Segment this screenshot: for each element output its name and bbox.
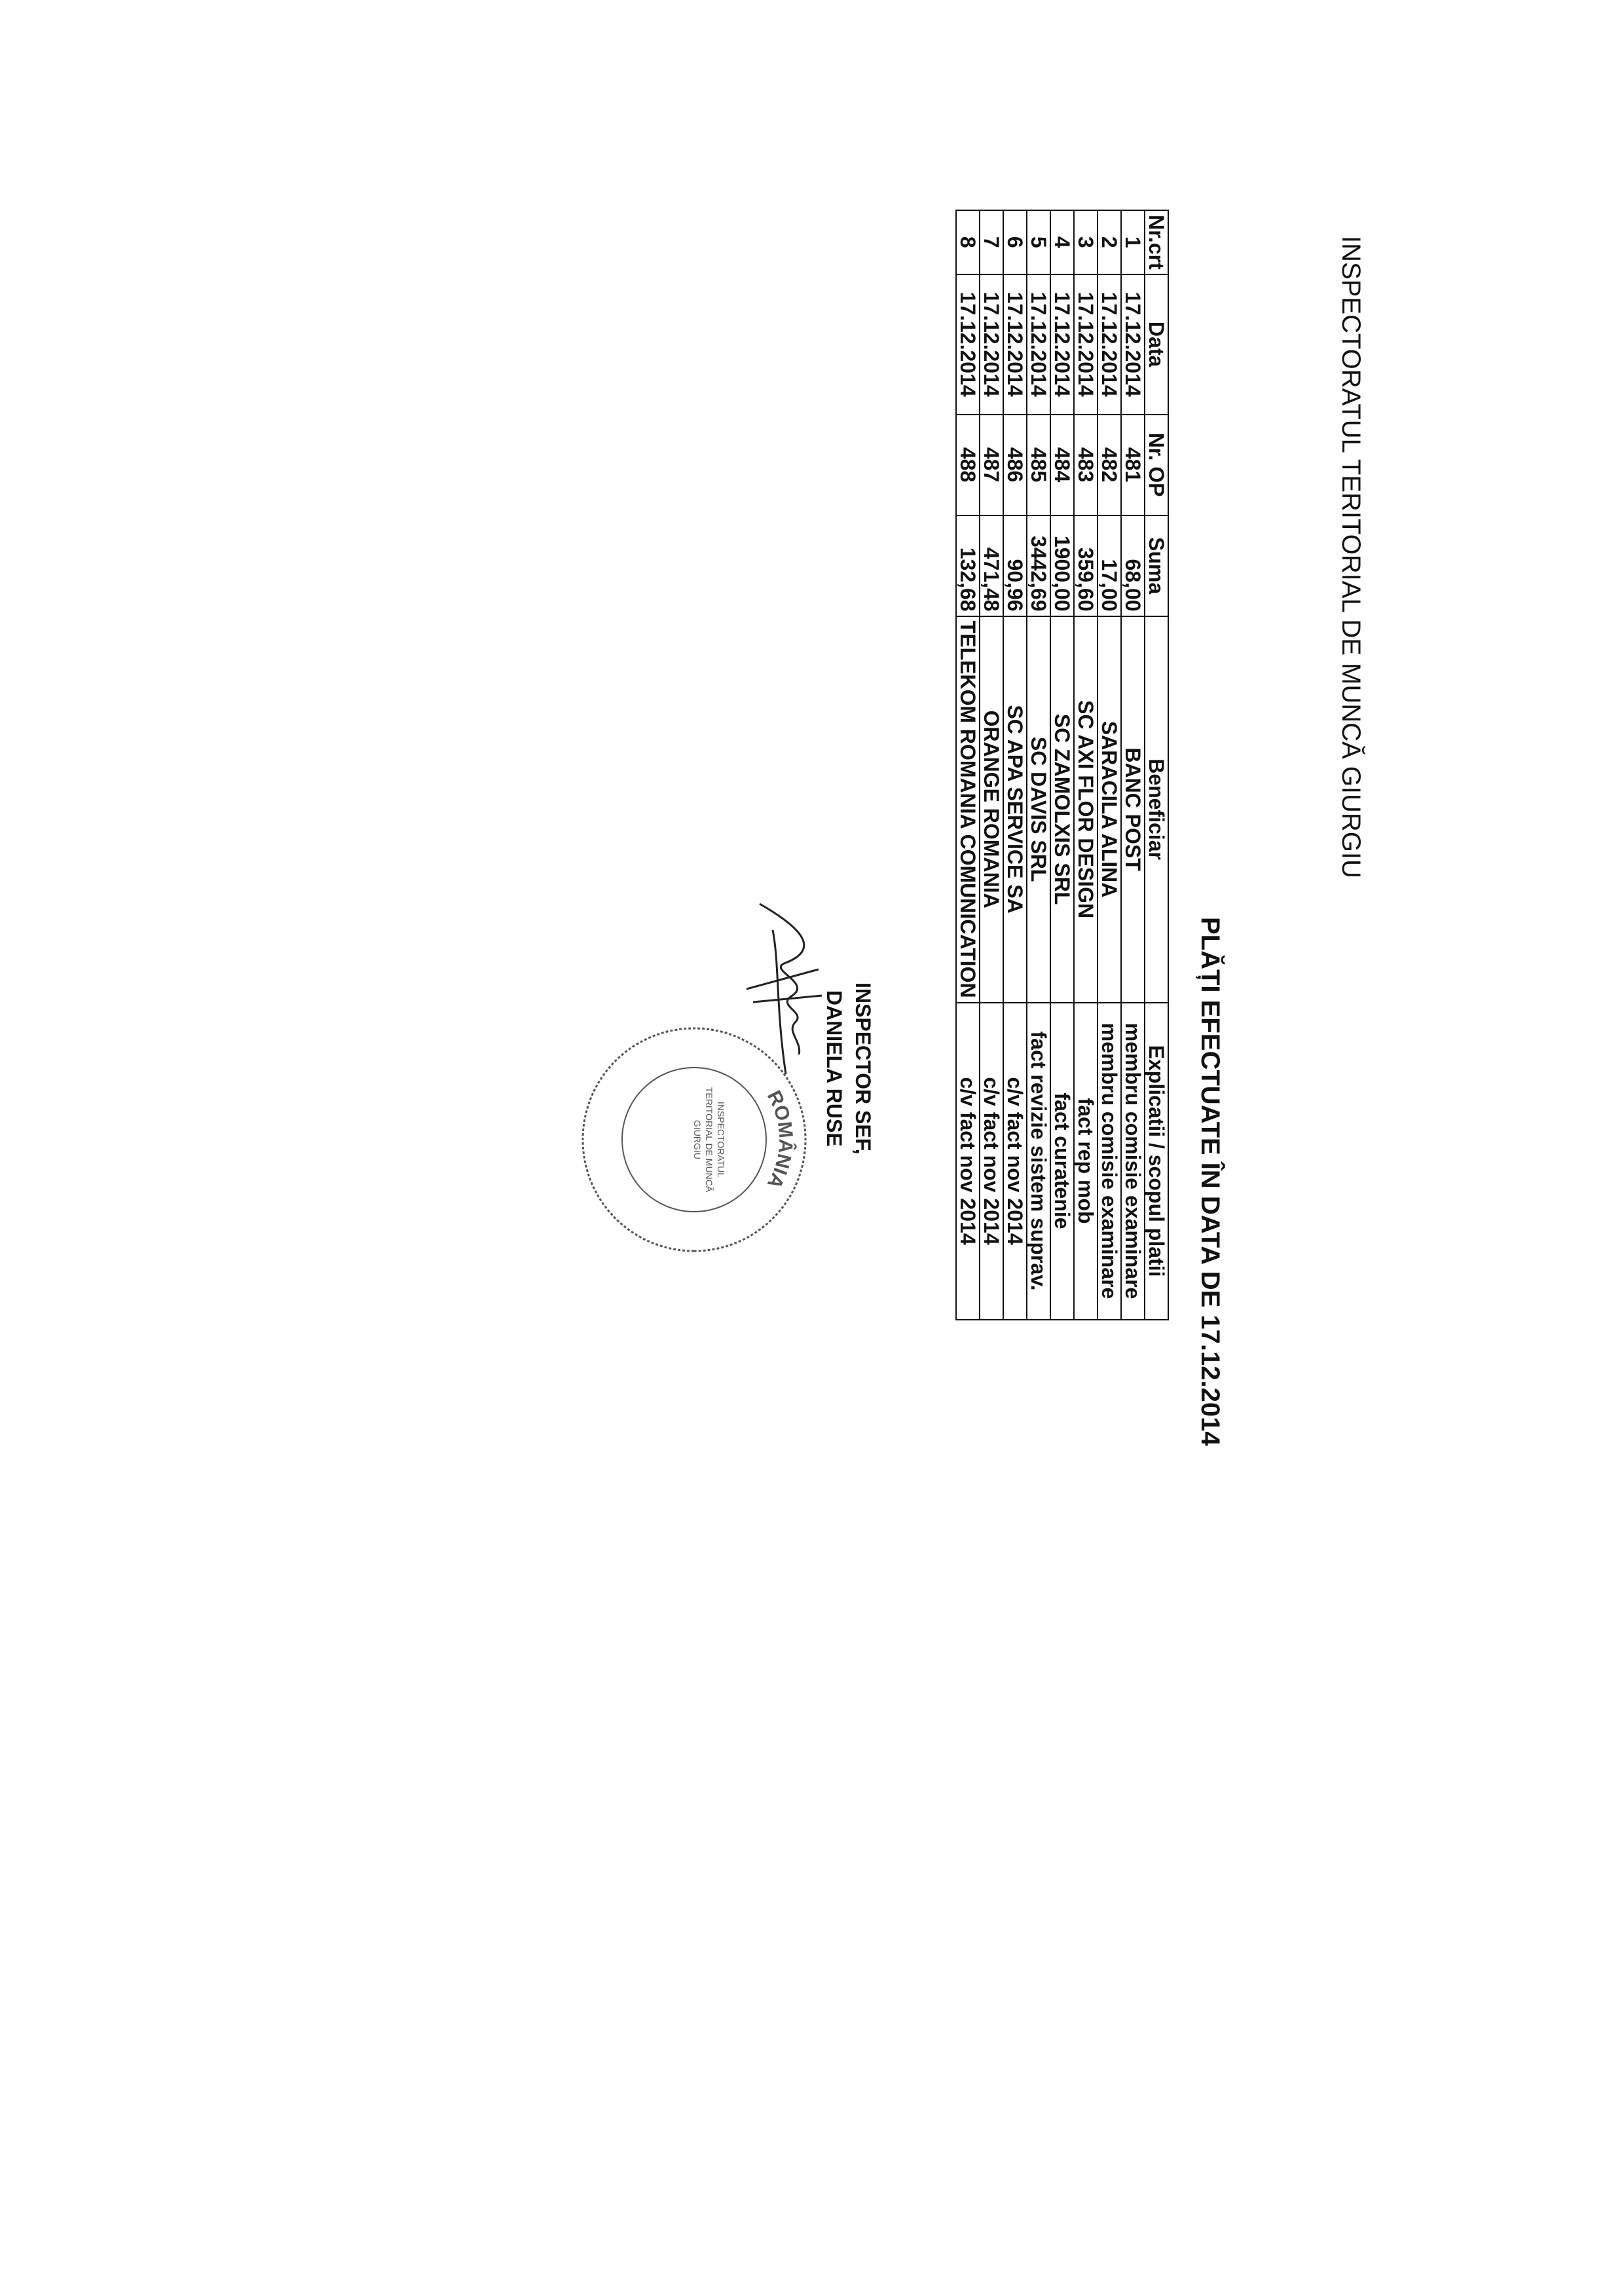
cell-explicatii: c/v fact nov 2014 [956, 1003, 980, 1320]
cell-nr-crt: 5 [1027, 210, 1050, 274]
rotated-content [131, 196, 1375, 2161]
cell-nr-crt: 2 [1098, 210, 1121, 274]
cell-suma: 3442,69 [1027, 515, 1050, 616]
col-header-data: Data [1145, 274, 1168, 415]
cell-beneficiar: TELEKOM ROMANIA COMUNICATION [956, 616, 980, 1003]
cell-nr-crt: 1 [1121, 210, 1145, 274]
cell-data: 17.12.2014 [956, 274, 980, 415]
cell-suma: 17,00 [1098, 515, 1121, 616]
stamp-outer-text: ROMÂNIA [762, 1087, 797, 1193]
col-header-nr-op: Nr. OP [1145, 415, 1168, 515]
cell-data: 17.12.2014 [1003, 274, 1027, 415]
cell-data: 17.12.2014 [1098, 274, 1121, 415]
cell-explicatii: fact revizie sistem suprav. [1027, 1003, 1050, 1320]
cell-nr-crt: 6 [1003, 210, 1027, 274]
cell-data: 17.12.2014 [1050, 274, 1074, 415]
table-row [1074, 210, 1098, 1320]
table-row [1050, 210, 1074, 1320]
document-title: PLĂȚI EFECTUATE ÎN DATA DE 17.12.2014 [1196, 917, 1225, 1446]
cell-explicatii: c/v fact nov 2014 [980, 1003, 1003, 1320]
cell-data: 17.12.2014 [1074, 274, 1098, 415]
table-row [1121, 210, 1145, 1320]
cell-explicatii: fact rep mob [1074, 1003, 1098, 1320]
signatory-role: INSPECTOR SEF, [851, 982, 875, 1155]
cell-nr-crt: 8 [956, 210, 980, 274]
cell-suma: 68,00 [1121, 515, 1145, 616]
cell-nr-crt: 3 [1074, 210, 1098, 274]
cell-nr-op: 483 [1074, 415, 1098, 515]
cell-suma: 359,60 [1074, 515, 1098, 616]
cell-nr-crt: 7 [980, 210, 1003, 274]
cell-nr-op: 482 [1098, 415, 1121, 515]
table-row [956, 210, 980, 1320]
cell-suma: 1900,00 [1050, 515, 1074, 616]
cell-nr-op: 487 [980, 415, 1003, 515]
table-row [980, 210, 1003, 1320]
official-stamp [570, 1015, 819, 1264]
cell-nr-op: 486 [1003, 415, 1027, 515]
cell-suma: 90,96 [1003, 515, 1027, 616]
cell-data: 17.12.2014 [1121, 274, 1145, 415]
cell-beneficiar: ORANGE ROMANIA [980, 616, 1003, 1003]
cell-nr-op: 484 [1050, 415, 1074, 515]
cell-nr-op: 481 [1121, 415, 1145, 515]
stamp-center [661, 1081, 727, 1199]
cell-beneficiar: SARACILA ALINA [1098, 616, 1121, 1003]
cell-beneficiar: SC ZAMOLXIS SRL [1050, 616, 1074, 1003]
cell-explicatii: fact curatenie [1050, 1003, 1074, 1320]
col-header-suma: Suma [1145, 515, 1168, 616]
col-header-explicatii: Explicatii / scopul platii [1145, 1003, 1168, 1320]
cell-data: 17.12.2014 [1027, 274, 1050, 415]
signatory-name: DANIELA RUSE [822, 990, 846, 1147]
cell-nr-op: 485 [1027, 415, 1050, 515]
table-row [1003, 210, 1027, 1320]
cell-beneficiar: SC AXI FLOR DESIGN [1074, 616, 1098, 1003]
cell-explicatii: membru comisie examinare [1121, 1003, 1145, 1320]
cell-beneficiar: BANC POST [1121, 616, 1145, 1003]
cell-explicatii: c/v fact nov 2014 [1003, 1003, 1027, 1320]
cell-suma: 471,48 [980, 515, 1003, 616]
cell-explicatii: membru comisie examinare [1098, 1003, 1121, 1320]
table-row [1098, 210, 1121, 1320]
payments-table [955, 210, 1169, 1320]
col-header-nr-crt: Nr.crt [1145, 210, 1168, 274]
cell-beneficiar: SC APA SERVICE SA [1003, 616, 1027, 1003]
cell-nr-crt: 4 [1050, 210, 1074, 274]
cell-beneficiar: SC DAVIS SRL [1027, 616, 1050, 1003]
col-header-beneficiar: Beneficiar [1145, 616, 1168, 1003]
cell-nr-op: 488 [956, 415, 980, 515]
table-row [1027, 210, 1050, 1320]
table-header-row [1145, 210, 1168, 1320]
cell-data: 17.12.2014 [980, 274, 1003, 415]
stamp-inner-text: INSPECTORATUL TERITORIAL DE MUNCĂ GIURGIU [692, 1087, 726, 1193]
cell-suma: 132,68 [956, 515, 980, 616]
institution-name: INSPECTORATUL TERITORIAL DE MUNCĂ GIURGIU [1337, 236, 1365, 878]
